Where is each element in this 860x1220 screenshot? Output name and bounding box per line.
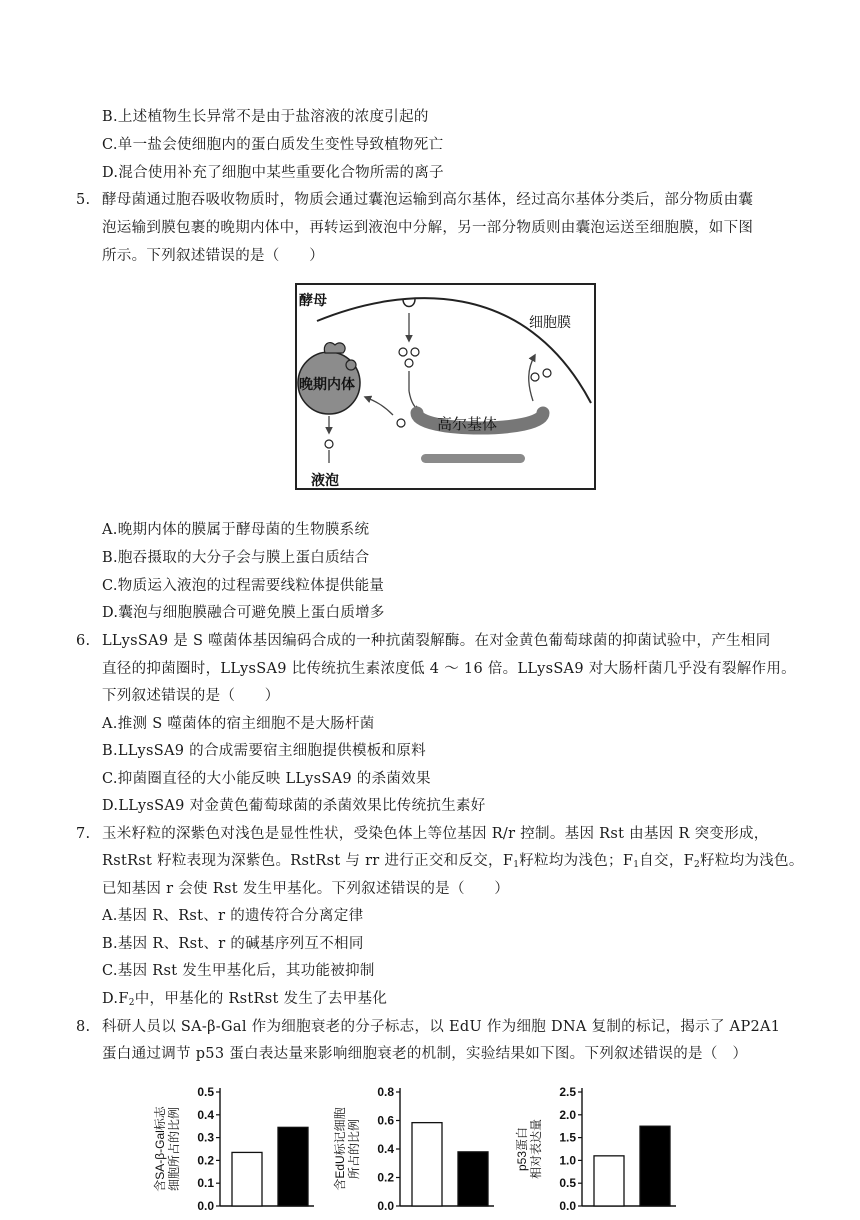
q7-number: 7. <box>76 826 91 842</box>
q7-stem-line-1: 玉米籽粒的深紫色对浅色是显性性状，受染色体上等位基因 R/r 控制。基因 Rst 由基因 R 突变形成， <box>102 826 769 842</box>
q6-number: 6. <box>76 633 91 649</box>
golgi-cisterna <box>421 454 525 463</box>
bar <box>232 1152 262 1206</box>
late-endosome-label: 晚期内体 <box>299 376 355 392</box>
q7-option-b: B.基因 R、Rst、r 的碱基序列互不相同 <box>102 936 364 952</box>
y-tick-label: 2.5 <box>559 1085 576 1099</box>
yeast-transport-figure <box>295 283 596 490</box>
bar <box>594 1156 624 1206</box>
y-tick-label: 1.0 <box>559 1153 576 1168</box>
q6-stem-line-1: LLysSA9 是 S 噬菌体基因编码合成的一种抗菌裂解酶。在对金黄色葡萄球菌的抑菌试验中，产生相同 <box>102 633 771 649</box>
y-tick-label: 2.0 <box>559 1107 576 1122</box>
bar <box>278 1127 308 1206</box>
y-tick-label: 0.8 <box>377 1085 394 1099</box>
y-axis-label-line: 所占的比例 <box>347 1118 361 1180</box>
q7-option-a: A.基因 R、Rst、r 的遗传符合分离定律 <box>102 908 364 924</box>
y-tick-label: 0.0 <box>197 1199 214 1213</box>
q6-stem-line-3: 下列叙述错误的是（ ） <box>102 688 280 704</box>
y-tick-label: 0.1 <box>197 1176 214 1191</box>
y-tick-label: 0.0 <box>377 1199 394 1213</box>
yeast-label: 酵母 <box>299 292 327 308</box>
chart-sa-beta-gal <box>150 1078 320 1220</box>
q5-option-d: D.囊泡与细胞膜融合可避免膜上蛋白质增多 <box>102 605 385 621</box>
bar <box>458 1152 488 1206</box>
y-axis-label-line: 含EdU标记细胞 <box>333 1107 347 1191</box>
bar <box>412 1123 442 1206</box>
y-tick-label: 0.6 <box>377 1113 394 1128</box>
y-tick-label: 0.5 <box>559 1176 576 1191</box>
y-tick-label: 1.5 <box>559 1130 576 1145</box>
q8-stem-line-1: 科研人员以 SA-β-Gal 作为细胞衰老的分子标志，以 EdU 作为细胞 DNA 复制的标记，揭示了 AP2A1 <box>102 1019 781 1035</box>
q5-option-a: A.晚期内体的膜属于酵母菌的生物膜系统 <box>102 522 370 538</box>
q7-option-d: $D.F_2$中，甲基化的 RstRst 发生了去甲基化 <box>102 991 388 1008</box>
y-tick-label: 0.2 <box>377 1170 394 1185</box>
q5-stem-line-1: 酵母菌通过胞吞吸收物质时，物质会通过囊泡运输到高尔基体，经过高尔基体分类后，部分物质由囊 <box>102 192 754 208</box>
q6-option-a: A.推测 S 噬菌体的宿主细胞不是大肠杆菌 <box>102 716 375 732</box>
vacuole-label: 液泡 <box>311 472 339 488</box>
q5-stem-line-3: 所示。下列叙述错误的是（ ） <box>102 248 324 264</box>
q7-stem-line-2: RstRst 籽粒表现为深紫色。RstRst 与 rr 进行正交和反交，$F_1$籽粒均为浅色；$F_1$自交，$F_2$籽粒均为浅色。 <box>102 853 804 870</box>
golgi-label: 高尔基体 <box>437 416 498 433</box>
chart-edu <box>330 1078 500 1220</box>
y-tick-label: 0.0 <box>559 1199 576 1213</box>
q8-stem-line-2: 蛋白通过调节 p53 蛋白表达量来影响细胞衰老的机制，实验结果如下图。下列叙述错误的是（ ） <box>102 1046 748 1062</box>
q7-stem-line-3: 已知基因 r 会使 Rst 发生甲基化。下列叙述错误的是（ ） <box>102 881 510 897</box>
q6-option-d: D.LLysSA9 对金黄色葡萄球菌的杀菌效果比传统抗生素好 <box>102 798 486 814</box>
y-tick-label: 0.3 <box>197 1130 214 1145</box>
q8-number: 8. <box>76 1019 91 1035</box>
y-tick-label: 0.5 <box>197 1085 214 1099</box>
y-tick-label: 0.4 <box>197 1107 214 1122</box>
membrane-label: 细胞膜 <box>529 314 571 330</box>
y-axis-label-line: 含SA-β-Gal标志 <box>153 1106 167 1192</box>
bar <box>640 1126 670 1206</box>
y-tick-label: 0.2 <box>197 1153 214 1168</box>
chart-p53 <box>512 1078 682 1220</box>
q6-option-b: B.LLysSA9 的合成需要宿主细胞提供模板和原料 <box>102 743 426 759</box>
q5-option-c: C.物质运入液泡的过程需要线粒体提供能量 <box>102 578 385 594</box>
q5-option-b: B.胞吞摄取的大分子会与膜上蛋白质结合 <box>102 550 370 566</box>
y-axis-label-line: p53蛋白 <box>515 1126 529 1172</box>
y-axis-label-line: 相对表达量 <box>529 1118 543 1180</box>
q7-option-c: C.基因 Rst 发生甲基化后，其功能被抑制 <box>102 963 375 979</box>
q6-option-c: C.抑菌圈直径的大小能反映 LLysSA9 的杀菌效果 <box>102 771 431 787</box>
y-axis-label-line: 细胞所占的比例 <box>167 1106 181 1192</box>
q4-option-b: B.上述植物生长异常不是由于盐溶液的浓度引起的 <box>102 109 429 125</box>
q6-stem-line-2: 直径的抑菌圈时，LLysSA9 比传统抗生素浓度低 4 ～ 16 倍。LLysSA9 对大肠杆菌几乎没有裂解作用。 <box>102 661 796 677</box>
q4-option-c: C.单一盐会使细胞内的蛋白质发生变性导致植物死亡 <box>102 137 444 153</box>
q5-number: 5. <box>76 192 91 208</box>
q5-stem-line-2: 泡运输到膜包裹的晚期内体中，再转运到液泡中分解，另一部分物质则由囊泡运送至细胞膜，如下图 <box>102 220 754 236</box>
y-tick-label: 0.4 <box>377 1142 394 1156</box>
q4-option-d: D.混合使用补充了细胞中某些重要化合物所需的离子 <box>102 165 444 181</box>
